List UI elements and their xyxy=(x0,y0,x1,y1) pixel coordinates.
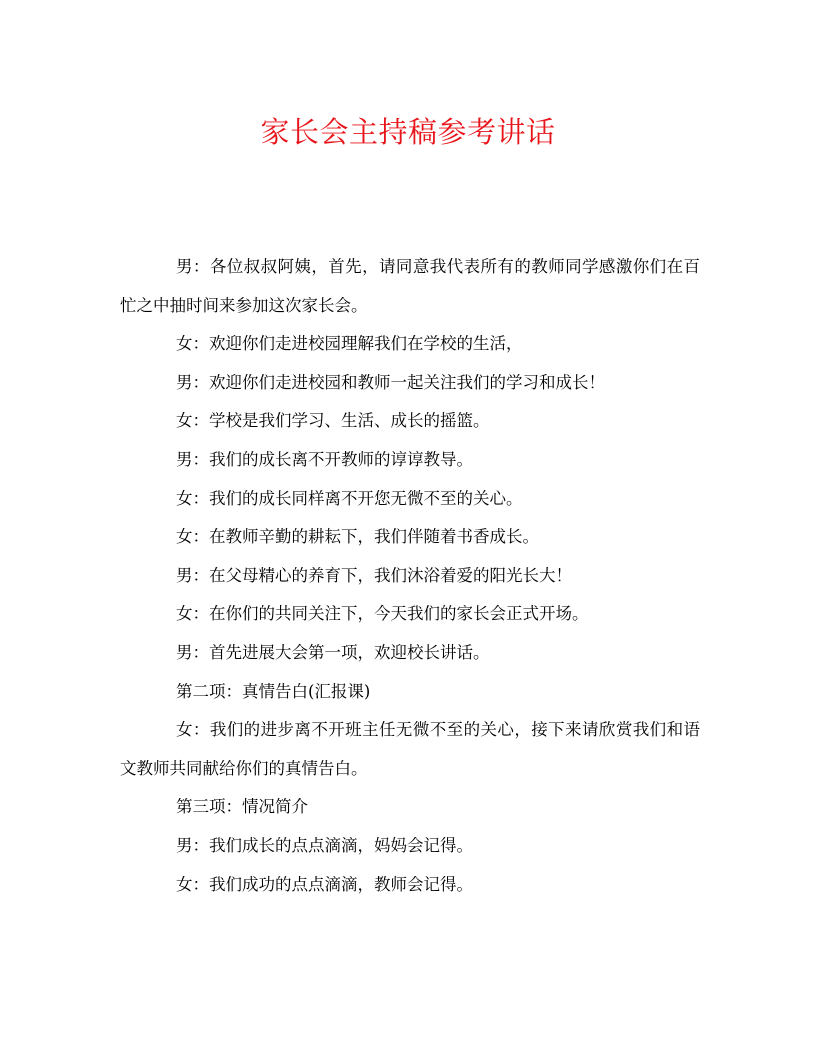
paragraph: 男：我们的成长离不开教师的谆谆教导。 xyxy=(176,449,473,469)
paragraph: 男：我们成长的点点滴滴，妈妈会记得。 xyxy=(176,835,473,855)
paragraph: 男：欢迎你们走进校园和教师一起关注我们的学习和成长！ xyxy=(176,372,605,392)
paragraph: 男：首先进展大会第一项，欢迎校长讲话。 xyxy=(176,642,490,662)
section-heading: 第三项：情况简介 xyxy=(176,797,308,817)
paragraph: 女：在你们的共同关注下，今天我们的家长会正式开场。 xyxy=(176,604,589,624)
paragraph: 女：我们的成长同样离不开您无微不至的关心。 xyxy=(176,488,523,508)
paragraph: 女：在教师辛勤的耕耘下，我们伴随着书香成长。 xyxy=(176,527,539,547)
paragraph: 女：我们成功的点点滴滴，教师会记得。 xyxy=(176,874,473,894)
paragraph: 女：欢迎你们走进校园理解我们在学校的生活， xyxy=(176,334,523,354)
paragraph: 男：在父母精心的养育下，我们沐浴着爱的阳光长大！ xyxy=(176,565,572,585)
section-heading: 第二项：真情告白(汇报课) xyxy=(176,681,371,701)
paragraph: 女：学校是我们学习、生活、成长的摇篮。 xyxy=(176,411,490,431)
paragraph: 男：各位叔叔阿姨，首先，请同意我代表所有的教师同学感激你们在百忙之中抽时间来参加这次家长会。 xyxy=(120,257,700,315)
paragraph: 女：我们的进步离不开班主任无微不至的关心，接下来请欣赏我们和语文教师共同献给你们的真情告白。 xyxy=(120,720,700,778)
document-title: 家长会主持稿参考讲话 xyxy=(260,115,556,149)
document-body xyxy=(120,248,700,904)
